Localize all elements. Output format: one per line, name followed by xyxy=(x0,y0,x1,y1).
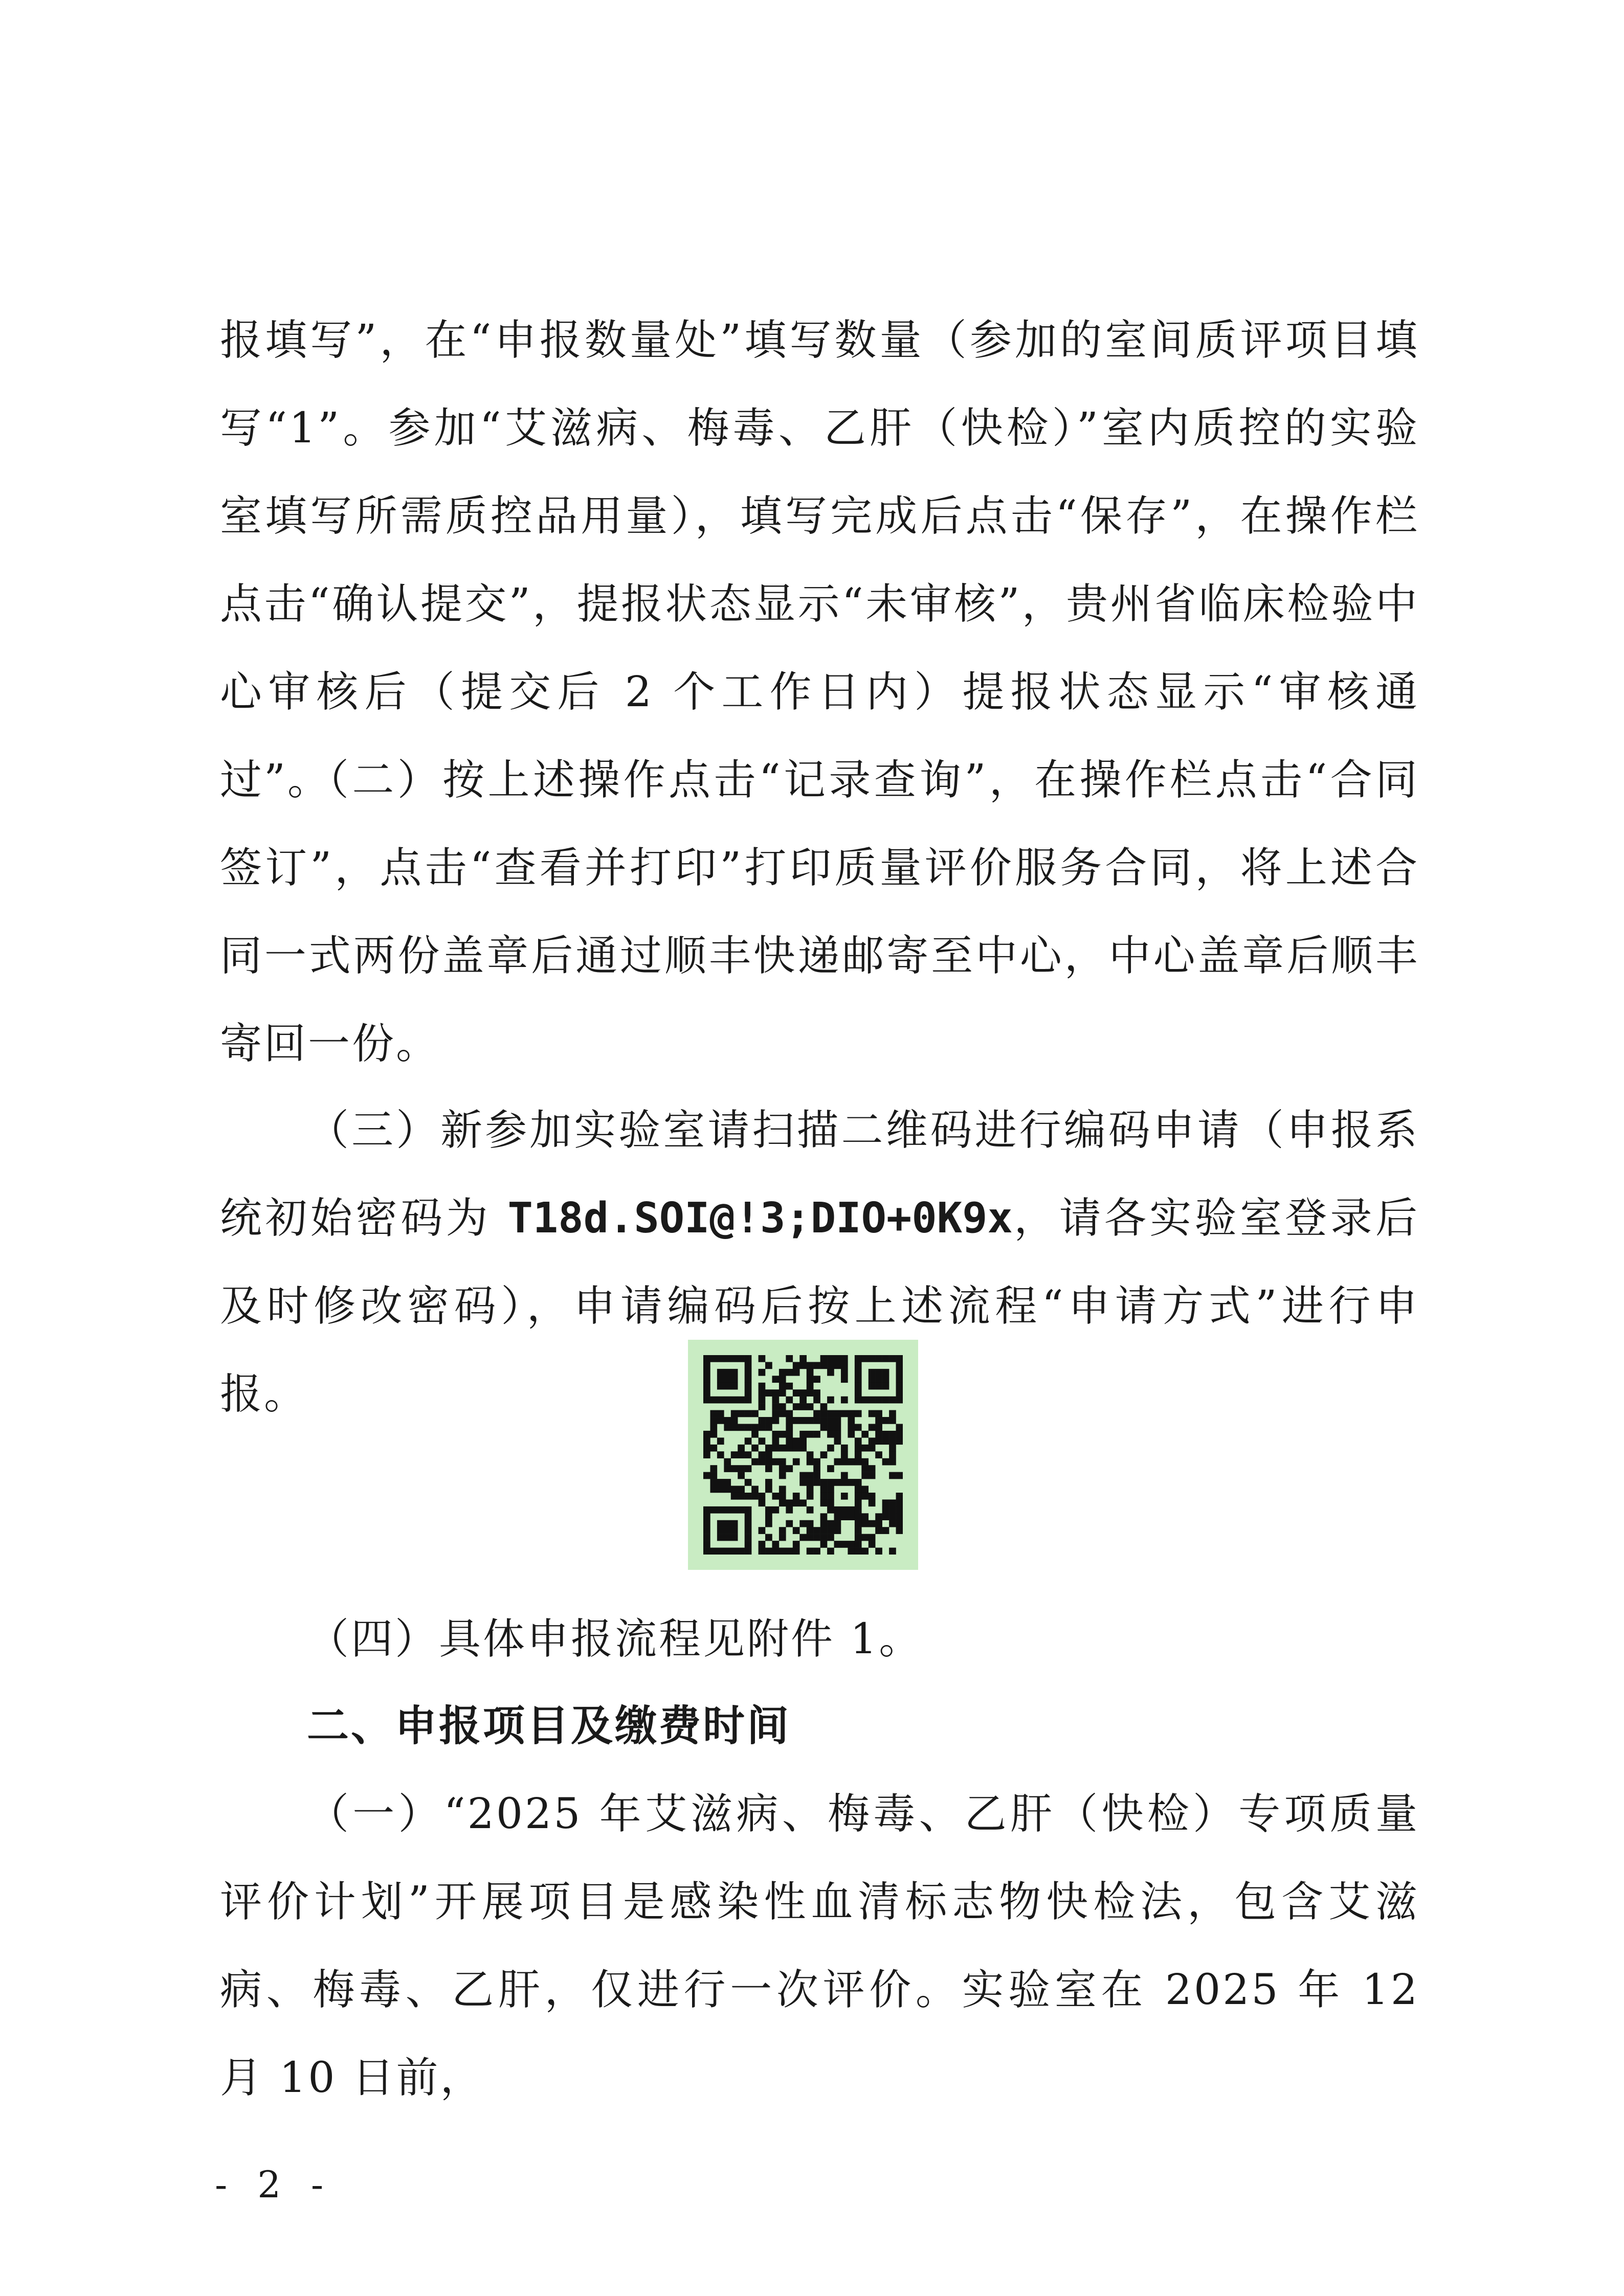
paragraph-2: （二）按上述操作点击“记录查询”，在操作栏点击“合同签订”，点击“查看并打印”打印质量评价服务合同，将上述合同一式两份盖章后通过顺丰快递邮寄至中心，中心盖章后顺丰寄回一份。 xyxy=(220,756,1419,1068)
paragraph-3-text-start: （三）新参加实验室请扫描二维码进行编码申请（申报系统初始密码为 xyxy=(220,1106,1419,1243)
paragraph-continued: 报填写”，在“申报数量处”填写数量（参加的室间质评项目填写“1”。参加“艾滋病、梅毒、乙肝（快检）”室内质控的实验室填写所需质控品用量），填写完成后点击“保存”，在操作栏点击“确认提交”，提报状态显示“未审核”，贵州省临床检验中心审核后（提交后 2 个工作日内）提报状态显示“审核通过”。 xyxy=(220,316,1419,804)
qr-code-image xyxy=(703,1355,903,1555)
page-number: - 2 - xyxy=(215,2163,333,2206)
initial-password: T18d.SOI@!3;DIO+0K9x xyxy=(507,1194,1013,1243)
paragraph-5: （一）“2025 年艾滋病、梅毒、乙肝（快检）专项质量评价计划”开展项目是感染性血清标志物快检法，包含艾滋病、梅毒、乙肝，仅进行一次评价。实验室在 2025 年 12 月 10 日前， xyxy=(220,1790,1419,2102)
qr-code[interactable] xyxy=(688,1340,918,1570)
paragraph-4: （四）具体申报流程见附件 1。 xyxy=(307,1615,923,1663)
section-heading-2: 二、申报项目及缴费时间 xyxy=(307,1702,791,1750)
paragraph-3-text-end: ，请各实验室登录后及时修改密码），申请编码后按上述流程“申请方式”进行申报。 xyxy=(220,1194,1419,1419)
